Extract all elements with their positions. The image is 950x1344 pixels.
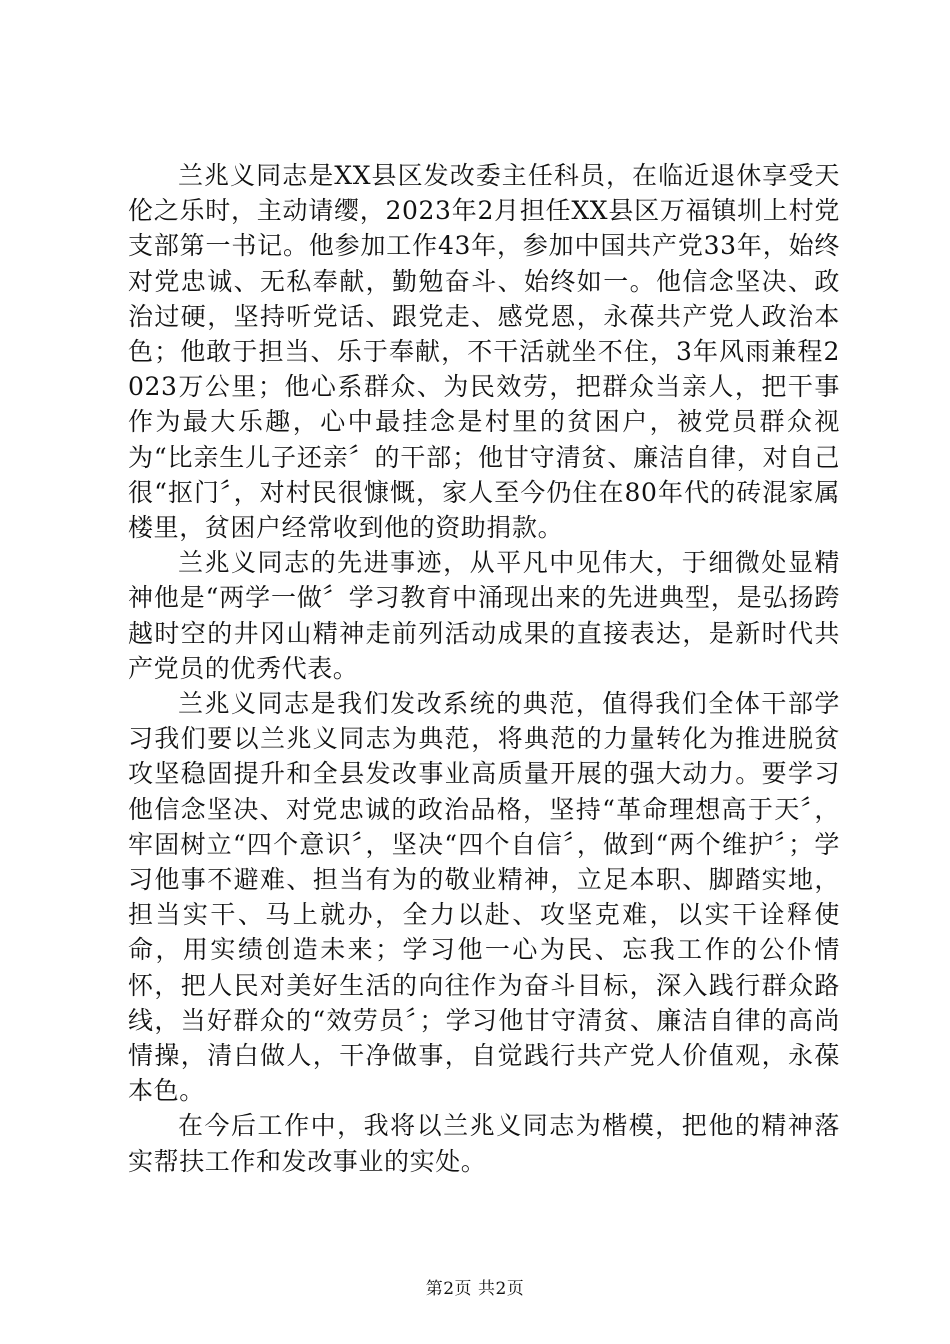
paragraph-1: 兰兆义同志是XX县区发改委主任科员，在临近退休享受天伦之乐时，主动请缨，2023年2月担任XX县区万福镇圳上村党支部第一书记。他参加工作43年，参加中国共产党33年，始终对党忠诚、无私奉献，勤勉奋斗、始终如一。他信念坚决、政治过硬，坚持听党话、跟党走、感党恩，永葆共产党人政治本色；他敢于担当、乐于奉献，不干活就坐不住，3年风雨兼程2023万公里；他心系群众、为民效劳，把群众当亲人，把干事作为最大乐趣，心中最挂念是村里的贫困户，被党员群众视为“比亲生儿子还亲〞的干部；他甘守清贫、廉洁自律，对自己很“抠门〞，对村民很慷慨，家人至今仍住在80年代的砖混家属楼里，贫困户经常收到他的资助捐款。 xyxy=(128,161,840,543)
paragraph-2: 兰兆义同志的先进事迹，从平凡中见伟大，于细微处显精神他是“两学一做〞学习教育中涌现出来的先进典型，是弘扬跨越时空的井冈山精神走前列活动成果的直接表达，是新时代共产党员的优秀代表。 xyxy=(128,548,840,683)
document-body xyxy=(128,158,840,1179)
paragraph-3: 兰兆义同志是我们发改系统的典范，值得我们全体干部学习我们要以兰兆义同志为典范，将典范的力量转化为推进脱贫攻坚稳固提升和全县发改事业高质量开展的强大动力。要学习他信念坚决、对党忠诚的政治品格，坚持“革命理想高于天〞，牢固树立“四个意识〞，坚决“四个自信〞，做到“两个维护〞；学习他事不避难、担当有为的敬业精神，立足本职、脚踏实地，担当实干、马上就办，全力以赴、攻坚克难，以实干诠释使命，用实绩创造未来；学习他一心为民、忘我工作的公仆情怀，把人民对美好生活的向往作为奋斗目标，深入践行群众路线，当好群众的“效劳员〞；学习他甘守清贫、廉洁自律的高尚情操，清白做人，干净做事，自觉践行共产党人价值观，永葆本色。 xyxy=(128,689,840,1106)
paragraph-4: 在今后工作中，我将以兰兆义同志为楷模，把他的精神落实帮扶工作和发改事业的实处。 xyxy=(128,1111,840,1176)
page-footer: 第2页 共2页 xyxy=(425,1279,525,1299)
